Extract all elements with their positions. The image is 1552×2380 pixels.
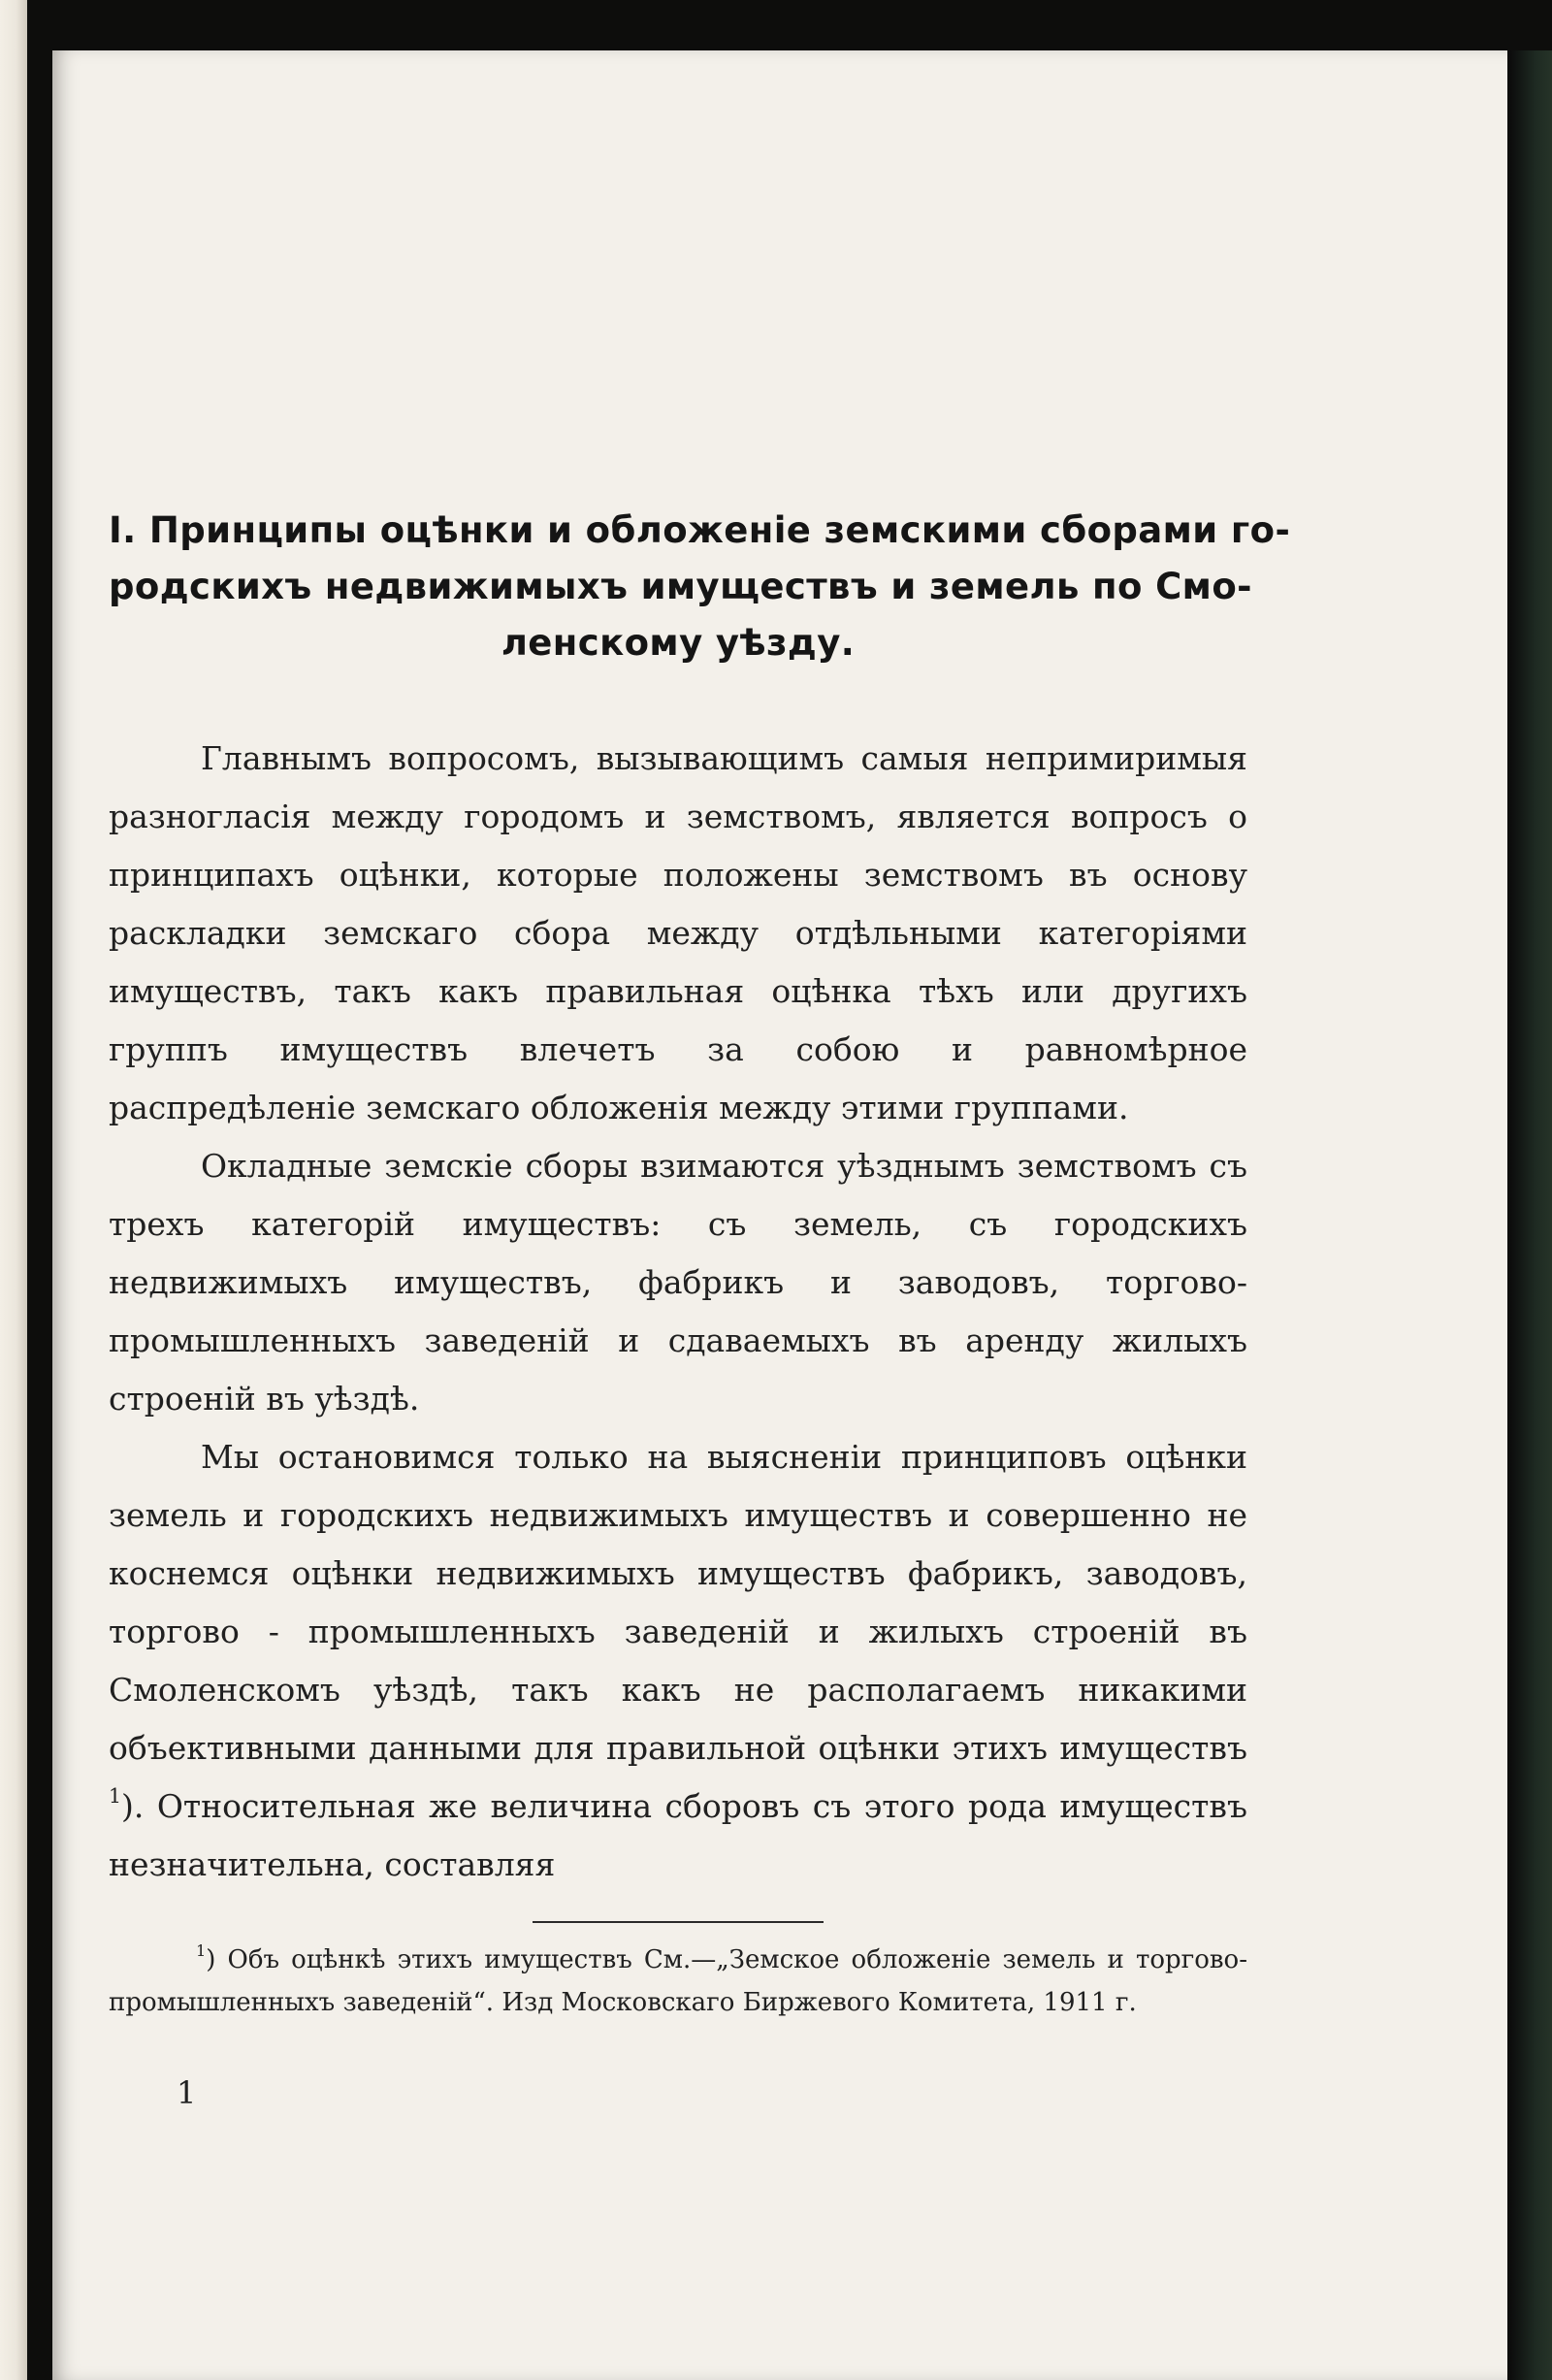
- paragraph-2: Окладные земскіе сборы взимаются уѣзднымъ земствомъ съ трехъ категорій имуществъ: съ земель, съ городскихъ недвижимыхъ имуществъ, фабрикъ и заводовъ, торгово-промышленныхъ заведеній и сдаваемыхъ въ аренду жилыхъ строеній въ уѣздѣ.: [109, 1147, 1247, 1418]
- chapter-heading: [109, 503, 1291, 671]
- page-number: 1: [177, 2074, 197, 2111]
- footnote-marker: 1: [196, 1940, 207, 1960]
- footnote: [109, 1939, 1247, 2024]
- paragraph-3: [109, 1428, 1247, 1894]
- page-content: [109, 503, 1291, 2111]
- scan-background-strip: [1510, 50, 1552, 2380]
- footnote-reference[interactable]: 1: [109, 1783, 122, 1808]
- paragraph-3-text: Мы остановимся только на выясненіи принциповъ оцѣнки земель и городскихъ недвижимыхъ имуществъ и совершенно не коснемся оцѣнки недвижимыхъ имуществъ фабрикъ, заводовъ, торгово - промышленныхъ заведеній и жилыхъ строеній въ Смоленскомъ уѣздѣ, такъ какъ не располагаемъ никакими объективными данными для правильной оцѣнки этихъ имуществъ: [109, 1438, 1247, 1767]
- body-text: [109, 730, 1247, 1894]
- paragraph-1: Главнымъ вопросомъ, вызывающимъ самыя непримиримыя разногласія между городомъ и земствомъ, является вопросъ о принципахъ оцѣнки, которые положены земствомъ въ основу раскладки земскаго сбора между отдѣльными категоріями имуществъ, такъ какъ правильная оцѣнка тѣхъ или другихъ группъ имуществъ влечетъ за собою и равномѣрное распредѣленіе земскаго обложенія между этими группами.: [109, 739, 1247, 1126]
- footnote-divider: [533, 1921, 824, 1923]
- footnote-text: ) Объ оцѣнкѣ этихъ имуществъ См.—„Земское обложеніе земель и торгово-промышленныхъ заведеній“. Изд Московскаго Биржевого Комитета, 1911 г.: [109, 1945, 1247, 2017]
- paragraph-3-continuation: ). Относительная же величина сборовъ съ этого рода имуществъ незначительна, составляя: [109, 1787, 1247, 1883]
- heading-line-2: родскихъ недвижимыхъ имуществъ и земель по Смо-: [109, 566, 1252, 607]
- heading-line-1: І. Принципы оцѣнки и обложеніе земскими сборами го-: [109, 509, 1291, 551]
- heading-line-3: ленскому уѣзду.: [501, 622, 856, 664]
- previous-page-edge: [0, 0, 27, 2380]
